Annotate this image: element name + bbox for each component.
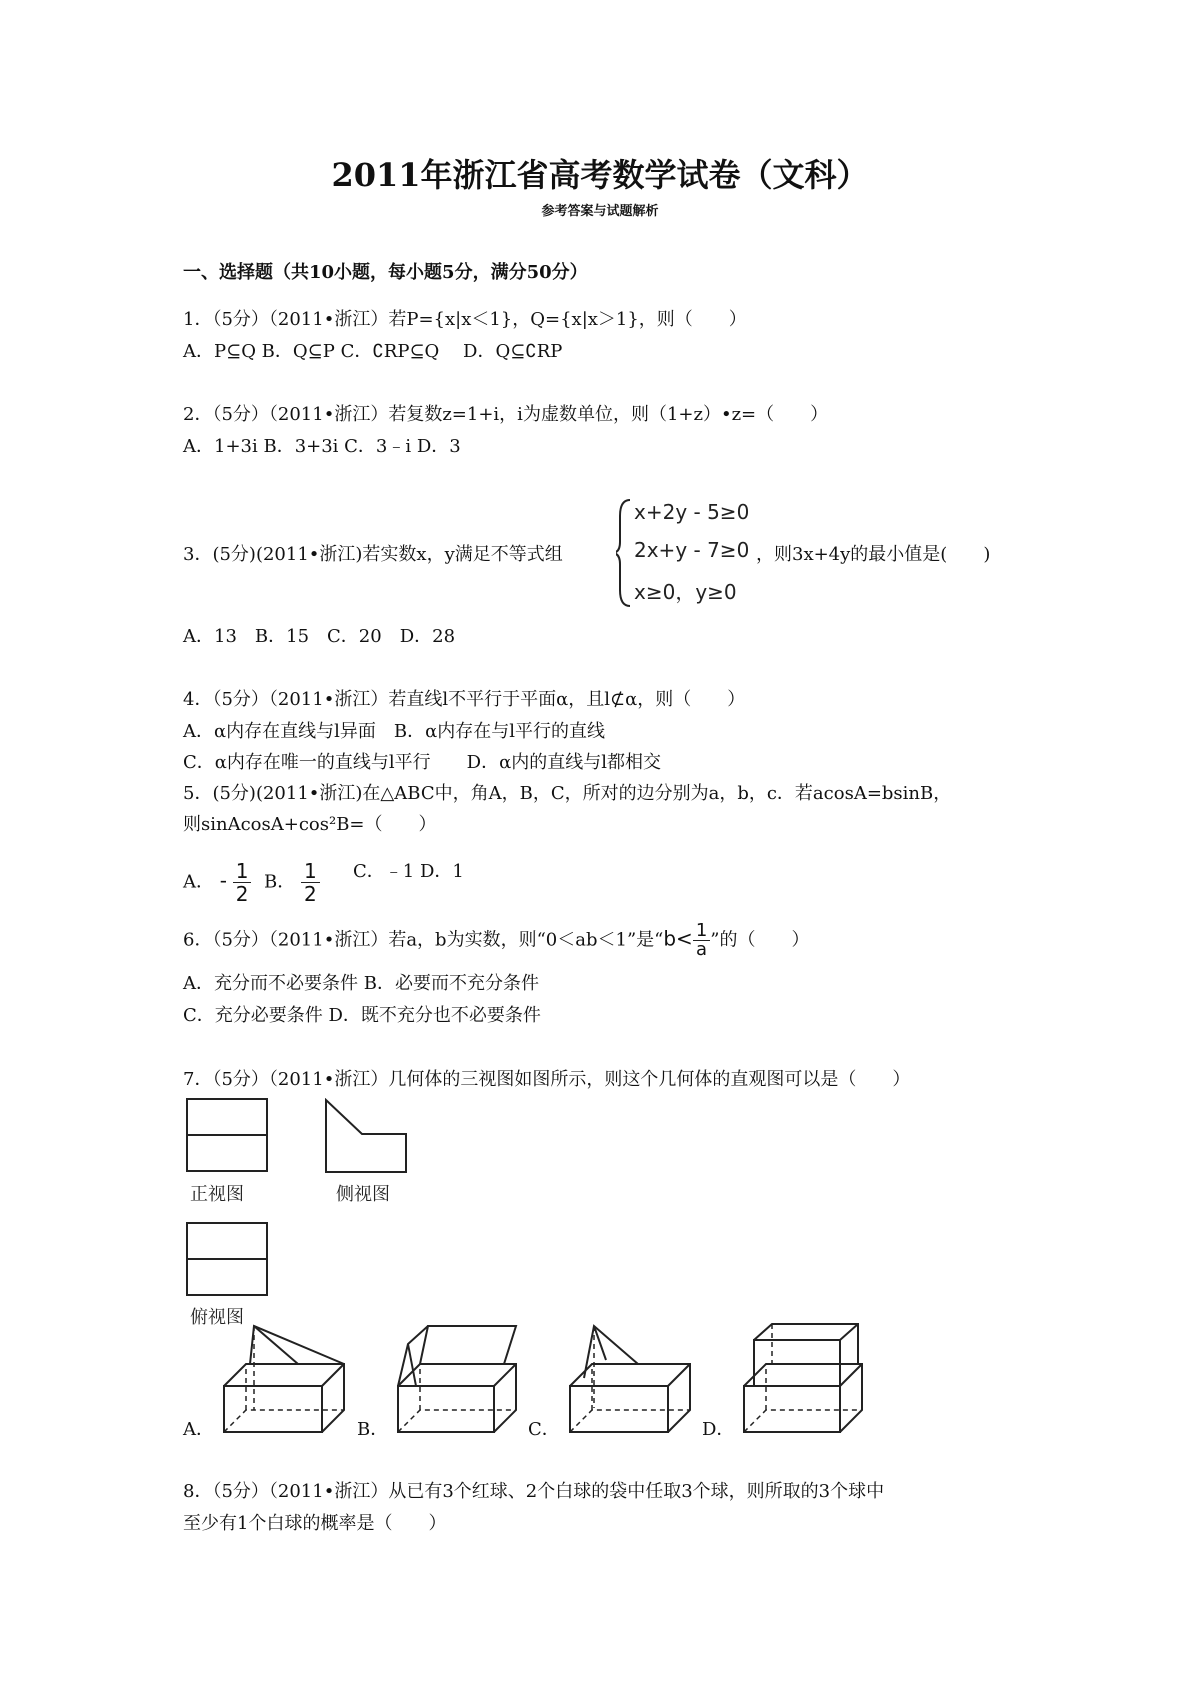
question-7-stem: 7．（5分）（2011•浙江）几何体的三视图如图所示，则这个几何体的直观图可以是（ ） [183,1069,911,1090]
question-4-stem: 4．（5分）（2011•浙江）若直线l不平行于平面α，且l⊄α，则（ ） [183,689,746,710]
choice-c-label: C． [528,1419,560,1440]
fraction-denominator: a [696,939,708,960]
front-view-figure [186,1098,274,1174]
side-view-figure [324,1098,410,1174]
fraction-numerator: 1 [233,860,252,883]
question-8-line2: 至少有1个白球的概率是（ ） [183,1513,447,1534]
option-b-label: B． [264,871,296,893]
top-view-figure [186,1222,274,1298]
question-6-options-cd: C．充分必要条件 D．既不充分也不必要条件 [183,1005,541,1026]
question-5-option-b [264,860,320,905]
question-6-options-ab: A．充分而不必要条件 B．必要而不充分条件 [183,973,539,994]
choice-d-label: D． [702,1419,735,1440]
system-line-1: x+2y - 5≥0 [634,500,750,524]
question-2-options: A．1+3i B．3+3i C．3﹣i D．3 [183,436,461,457]
fraction-denominator: 2 [235,882,249,906]
fraction-numerator: 1 [301,860,320,883]
front-view-label: 正视图 [190,1184,244,1205]
question-5-stem-line2: 则sinAcosA+cos²B=（ ） [183,814,437,835]
system-line-3: x≥0，y≥0 [634,580,737,604]
question-1-stem: 1．（5分）（2011•浙江）若P={x|x＜1}，Q={x|x＞1}，则（ ） [183,309,747,330]
option-a-fraction [233,860,252,905]
question-5-option-a [183,860,251,905]
choice-b-label: B． [357,1419,389,1440]
question-2-stem: 2．（5分）（2011•浙江）若复数z=1+i，i为虚数单位，则（1+z）•z=（ ） [183,404,829,425]
solid-c-figure [564,1320,694,1438]
side-view-label: 侧视图 [336,1184,390,1205]
solid-b-figure [392,1320,520,1438]
question-8-line1: 8．（5分）（2011•浙江）从已有3个红球、2个白球的袋中任取3个球，则所取的3个球中 [183,1481,885,1502]
top-view-label: 俯视图 [190,1307,244,1328]
question-4-options-cd: C．α内存在唯一的直线与l平行 D．α内的直线与l都相交 [183,752,662,773]
option-b-fraction [301,860,320,905]
question-3-stem-before: 3．(5分)(2011•浙江)若实数x，y满足不等式组 [183,544,563,565]
question-5-options-cd: C．﹣1 D．1 [353,861,464,882]
option-a-sign: - [219,868,227,893]
solid-a-figure [218,1320,348,1438]
page-subtitle: 参考答案与试题解析 [541,204,659,219]
question-3-options: A．13 B．15 C．20 D．28 [183,626,456,647]
question-6-inequality: b< [663,926,693,951]
question-6-stem-after: ”的（ ） [710,929,810,951]
question-3-stem-after: ，则3x+4y的最小值是( ) [756,544,991,565]
question-1-options: A．P⊆Q B．Q⊆P C．∁RP⊆Q D．Q⊆∁RP [183,341,563,362]
solid-d-figure [738,1320,866,1438]
option-a-label: A． [183,871,214,893]
question-6-stem [183,922,809,959]
choice-a-label: A． [183,1419,214,1440]
fraction-numerator: 1 [693,922,710,941]
question-6-stem-before: 6．（5分）（2011•浙江）若a，b为实数，则“0＜ab＜1”是“ [183,929,664,951]
question-4-options-ab: A．α内存在直线与l异面 B．α内存在与l平行的直线 [183,721,606,742]
question-5-stem-line1: 5．(5分)(2011•浙江)在△ABC中，角A，B，C，所对的边分别为a，b，c．若acosA=bsinB， [183,783,952,804]
section-heading: 一、选择题（共10小题，每小题5分，满分50分） [183,262,588,283]
question-6-fraction [693,922,710,959]
system-line-2: 2x+y - 7≥0 [634,538,750,562]
page-title: 2011年浙江省高考数学试卷（文科） [331,156,869,194]
fraction-denominator: 2 [303,882,317,906]
